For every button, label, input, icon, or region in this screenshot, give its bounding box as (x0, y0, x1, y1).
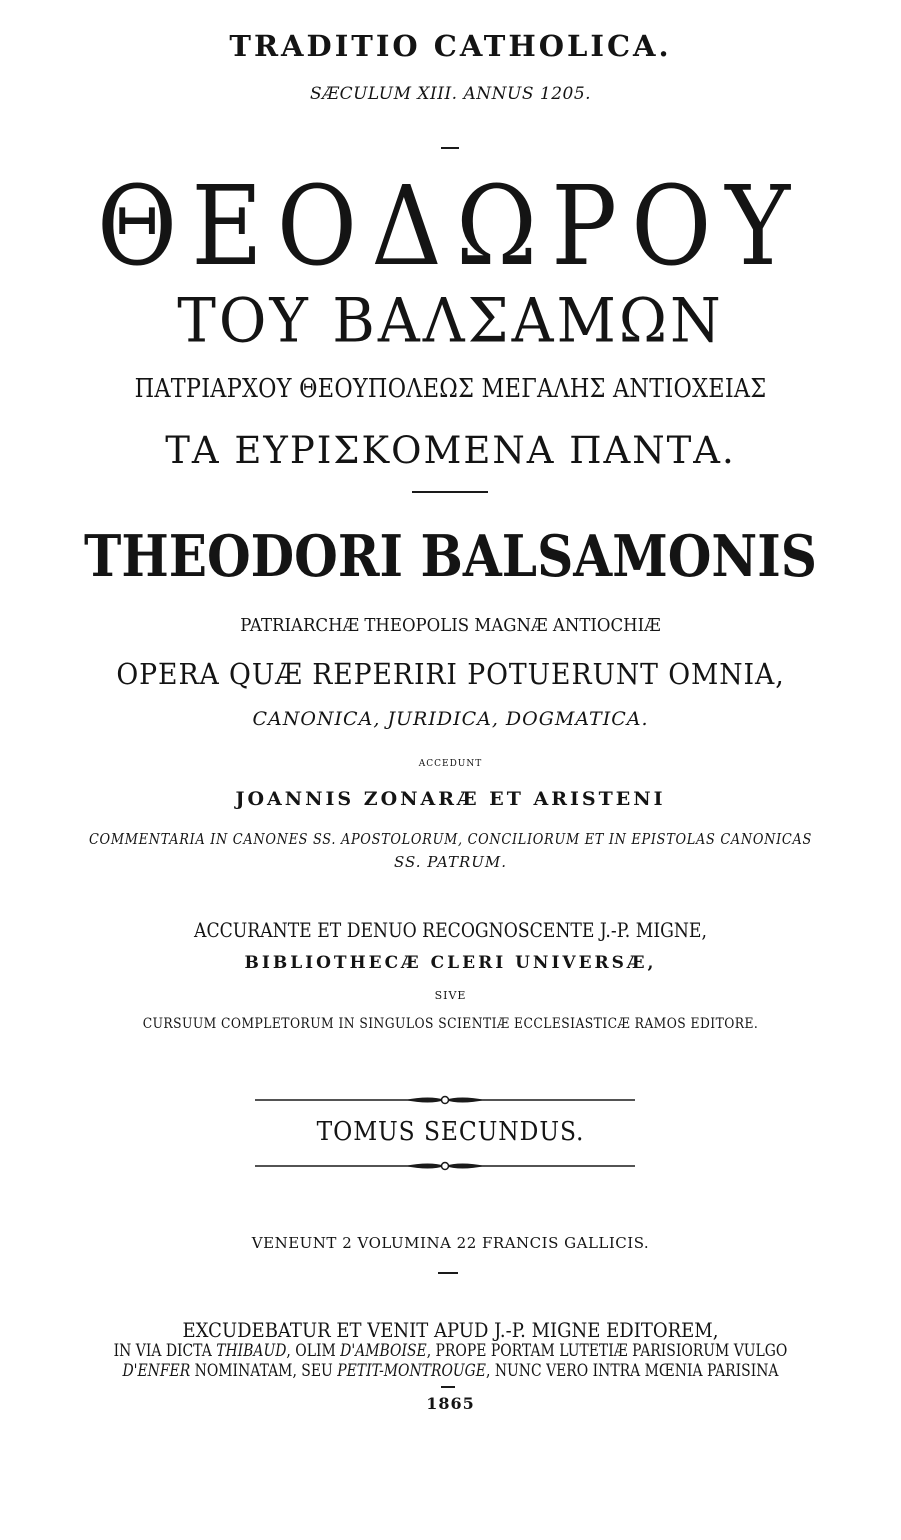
former-street-name: D'AMBOISE (340, 1341, 427, 1361)
district-name: PETIT-MONTROUGE (337, 1361, 486, 1381)
street-name: THIBAUD (216, 1341, 287, 1361)
editor-line-2: BIBLIOTHECÆ CLERI UNIVERSÆ, (244, 953, 657, 973)
latin-work-title: OPERA QUÆ REPERIRI POTUERUNT OMNIA, (116, 657, 785, 691)
divider-dash (441, 1386, 455, 1388)
latin-subjects: CANONICA, JURIDICA, DOGMATICA. (252, 708, 649, 730)
accedunt-label: ACCEDUNT (418, 759, 483, 769)
series-title: TRADITIO CATHOLICA. (229, 29, 672, 63)
commentary-line-2: SS. PATRUM. (393, 853, 508, 871)
editor-line-4: CURSUUM COMPLETORUM IN SINGULOS SCIENTIÆ ECCLESIASTICÆ RAMOS EDITORE. (142, 1016, 759, 1032)
publication-year: 1865 (426, 1394, 475, 1413)
editor-line-3: SIVE (434, 989, 467, 1002)
imprint-line-2-part: IN VIA DICTA (113, 1341, 217, 1361)
additional-authors: JOANNIS ZONARÆ ET ARISTENI (235, 788, 666, 810)
commentary-line-1: COMMENTARIA IN CANONES SS. APOSTOLORUM, CONCILIORUM ET IN EPISTOLAS CANONICAS (88, 830, 812, 848)
latin-author: THEODORI BALSAMONIS (84, 523, 817, 590)
price-note: VENEUNT 2 VOLUMINA 22 FRANCIS GALLICIS. (251, 1234, 650, 1252)
editor-line-1: ACCURANTE ET DENUO RECOGNOSCENTE J.-P. MIGNE, (194, 918, 707, 942)
century-year: SÆCULUM XIII. ANNUS 1205. (309, 84, 592, 104)
divider-dash (438, 1272, 458, 1274)
latin-author-title: PATRIARCHÆ THEOPOLIS MAGNÆ ANTIOCHIÆ (240, 615, 661, 636)
imprint-line-3 (81, 1363, 820, 1380)
greek-author-name: ΘΕΟΔΩΡΟΥ (96, 163, 805, 291)
imprint-line-2 (81, 1343, 820, 1360)
volume-label: TOMUS SECUNDUS. (316, 1117, 585, 1147)
imprint-line-2-part: , OLIM (286, 1341, 341, 1361)
divider-dash (441, 147, 459, 149)
greek-author-surname: ΤΟΥ ΒΑΛΣΑΜΩΝ (177, 284, 724, 357)
divider-dash (412, 491, 488, 493)
imprint-line-3-part: , NUNC VERO INTRA MŒNIA PARISINA (485, 1361, 779, 1381)
imprint-line-3-part: NOMINATAM, SEU (190, 1361, 338, 1381)
ornamental-rule-bottom (255, 1158, 635, 1174)
imprint-line-2-part: , PROPE PORTAM LUTETIÆ PARISIORUM VULGO (426, 1341, 788, 1361)
greek-author-title: ΠΑΤΡΙΑΡΧΟΥ ΘΕΟΥΠΟΛΕΩΣ ΜΕΓΑΛΗΣ ΑΝΤΙΟΧΕΙΑΣ (134, 374, 767, 404)
ornamental-rule-top (255, 1092, 635, 1108)
greek-work-title: ΤΑ ΕΥΡΙΣΚΟΜΕΝΑ ΠΑΝΤΑ. (165, 429, 736, 472)
gate-name: D'ENFER (122, 1361, 191, 1381)
imprint-line-1: EXCUDEBATUR ET VENIT APUD J.-P. MIGNE EDITOREM, (182, 1318, 719, 1342)
